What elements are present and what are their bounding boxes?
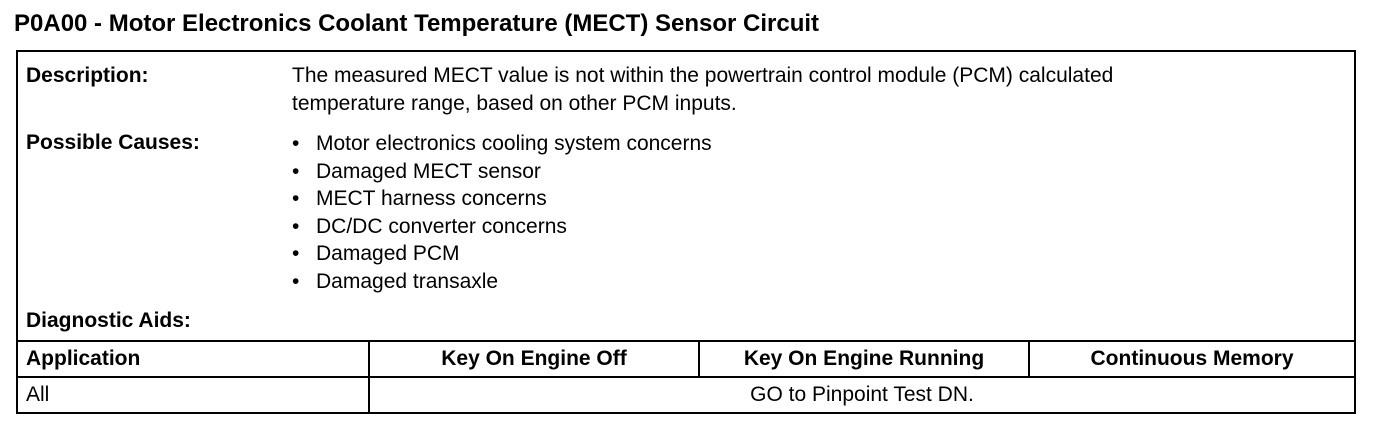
description-text bbox=[292, 62, 1113, 118]
list-item bbox=[292, 268, 712, 296]
table-header-key-on-engine-running: Key On Engine Running bbox=[743, 347, 985, 370]
cause-text: Damaged PCM bbox=[316, 242, 460, 265]
cause-text: Motor electronics cooling system concerns bbox=[316, 132, 712, 155]
bullet-icon: • bbox=[292, 242, 300, 265]
cause-text: Damaged MECT sensor bbox=[316, 159, 541, 183]
bullet-icon: • bbox=[292, 214, 300, 238]
table-cell-application: All bbox=[26, 383, 50, 406]
diagnostic-aids-label: Diagnostic Aids: bbox=[26, 309, 191, 332]
list-item bbox=[292, 240, 712, 268]
description-line: temperature range, based on other PCM inputs. bbox=[292, 92, 737, 115]
description-line: The measured MECT value is not within the powertrain control module (PCM) calculated bbox=[292, 64, 1114, 87]
bullet-icon: • bbox=[292, 159, 300, 183]
bullet-icon: • bbox=[292, 187, 300, 210]
cause-text: Damaged transaxle bbox=[316, 269, 499, 293]
cause-text: DC/DC converter concerns bbox=[316, 214, 567, 238]
dtc-info-box bbox=[16, 50, 1356, 414]
bullet-icon: • bbox=[292, 132, 300, 155]
list-item bbox=[292, 185, 712, 213]
bullet-icon: • bbox=[292, 269, 300, 293]
table-header-key-on-engine-off: Key On Engine Off bbox=[441, 347, 627, 370]
possible-causes-label: Possible Causes: bbox=[26, 131, 200, 154]
possible-causes-list bbox=[292, 130, 712, 295]
table-header-continuous-memory: Continuous Memory bbox=[1090, 347, 1294, 370]
table-header-application: Application bbox=[26, 347, 141, 370]
list-item bbox=[292, 158, 712, 186]
list-item bbox=[292, 213, 712, 241]
cause-text: MECT harness concerns bbox=[316, 187, 547, 210]
description-label: Description: bbox=[26, 64, 149, 87]
page-title: P0A00 - Motor Electronics Coolant Temperature (MECT) Sensor Circuit bbox=[14, 10, 820, 37]
list-item bbox=[292, 130, 712, 158]
table-cell-action: GO to Pinpoint Test DN. bbox=[750, 383, 974, 406]
